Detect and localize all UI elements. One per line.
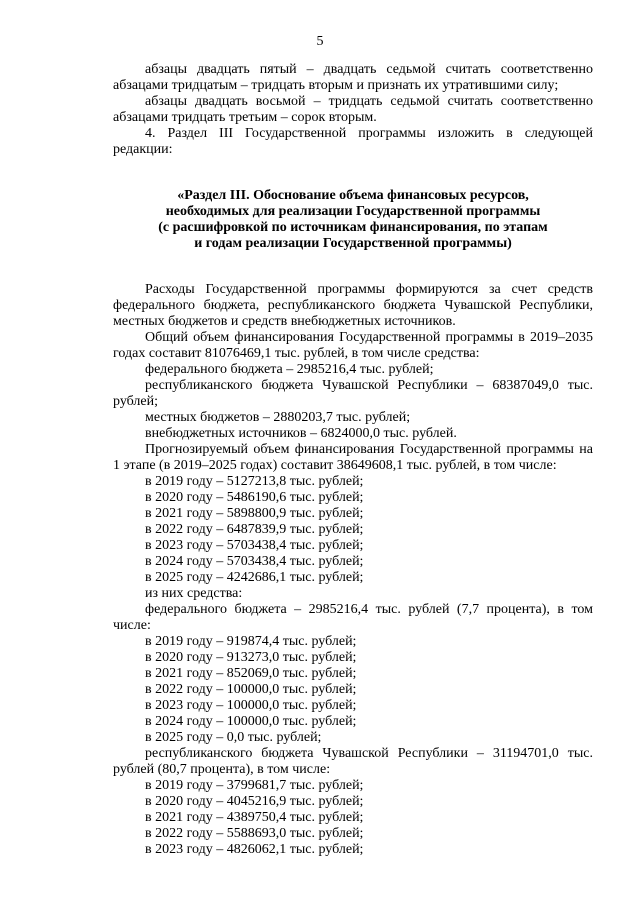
- total-offbudget: внебюджетных источников – 6824000,0 тыс. рублей.: [145, 426, 457, 441]
- total-federal: федерального бюджета – 2985216,4 тыс. рублей;: [145, 362, 434, 377]
- republic-year-item: в 2023 году – 4826062,1 тыс. рублей;: [145, 842, 364, 857]
- heading-line: «Раздел III. Обоснование объема финансовых ресурсов,: [177, 188, 529, 203]
- republic-year-item: в 2021 году – 4389750,4 тыс. рублей;: [145, 810, 364, 825]
- paragraph-amend-1: абзацы двадцать пятый – двадцать седьмой считать соответственно абзацами тридцатым – тридцать вторым и признать их утратившими силу;: [113, 62, 593, 93]
- stage1-year-item: в 2024 году – 5703438,4 тыс. рублей;: [145, 554, 364, 569]
- total-republic: республиканского бюджета Чувашской Республики – 68387049,0 тыс. рублей;: [113, 378, 593, 409]
- republic-year-item: в 2019 году – 3799681,7 тыс. рублей;: [145, 778, 364, 793]
- stage1-year-item: в 2025 году – 4242686,1 тыс. рублей;: [145, 570, 364, 585]
- paragraph-amend-3: 4. Раздел III Государственной программы изложить в следующей редакции:: [113, 126, 593, 157]
- federal-year-item: в 2025 году – 0,0 тыс. рублей;: [145, 730, 322, 745]
- federal-year-list: [113, 634, 593, 746]
- federal-year-item: в 2024 году – 100000,0 тыс. рублей;: [145, 714, 357, 729]
- federal-year-item: в 2019 году – 919874,4 тыс. рублей;: [145, 634, 357, 649]
- page-number: 5: [316, 34, 324, 49]
- federal-year-item: в 2022 году – 100000,0 тыс. рублей;: [145, 682, 357, 697]
- total-local: местных бюджетов – 2880203,7 тыс. рублей;: [145, 410, 411, 425]
- document-body: [113, 62, 593, 858]
- federal-stage1: федерального бюджета – 2985216,4 тыс. рублей (7,7 процента), в том числе:: [113, 602, 593, 633]
- stage1-year-item: в 2022 году – 6487839,9 тыс. рублей;: [145, 522, 364, 537]
- paragraph-amend-2: абзацы двадцать восьмой – тридцать седьмой считать соответственно абзацами тридцать третьим – сорок вторым.: [113, 94, 593, 125]
- republic-year-item: в 2022 году – 5588693,0 тыс. рублей;: [145, 826, 364, 841]
- federal-year-item: в 2021 году – 852069,0 тыс. рублей;: [145, 666, 357, 681]
- stage1-year-item: в 2019 году – 5127213,8 тыс. рублей;: [145, 474, 364, 489]
- stage1-year-item: в 2021 году – 5898800,9 тыс. рублей;: [145, 506, 364, 521]
- republic-year-item: в 2020 году – 4045216,9 тыс. рублей;: [145, 794, 364, 809]
- federal-year-item: в 2023 году – 100000,0 тыс. рублей;: [145, 698, 357, 713]
- republic-year-list: [113, 778, 593, 858]
- stage1-year-list: [113, 474, 593, 586]
- paragraph-sources: Расходы Государственной программы формируются за счет средств федерального бюджета, республиканского бюджета Чувашской Республики, местных бюджетов и средств внебюджетных источников.: [113, 282, 593, 329]
- stage1-year-item: в 2023 году – 5703438,4 тыс. рублей;: [145, 538, 364, 553]
- paragraph-stage1: Прогнозируемый объем финансирования Государственной программы на 1 этапе (в 2019–2025 годах) составит 38649608,1 тыс. рублей, в том числе:: [113, 442, 593, 473]
- heading-line: необходимых для реализации Государственной программы: [165, 204, 541, 219]
- federal-year-item: в 2020 году – 913273,0 тыс. рублей;: [145, 650, 357, 665]
- heading-line: (с расшифровкой по источникам финансирования, по этапам: [158, 220, 548, 235]
- republic-stage1: республиканского бюджета Чувашской Республики – 31194701,0 тыс. рублей (80,7 процента), в том числе:: [113, 746, 593, 777]
- heading-line: и годам реализации Государственной программы): [194, 236, 512, 251]
- paragraph-total: Общий объем финансирования Государственной программы в 2019–2035 годах составит 81076469,1 тыс. рублей, в том числе средства:: [113, 330, 593, 361]
- stage1-year-item: в 2020 году – 5486190,6 тыс. рублей;: [145, 490, 364, 505]
- of-them-label: из них средства:: [145, 586, 243, 601]
- section-heading: [113, 188, 593, 252]
